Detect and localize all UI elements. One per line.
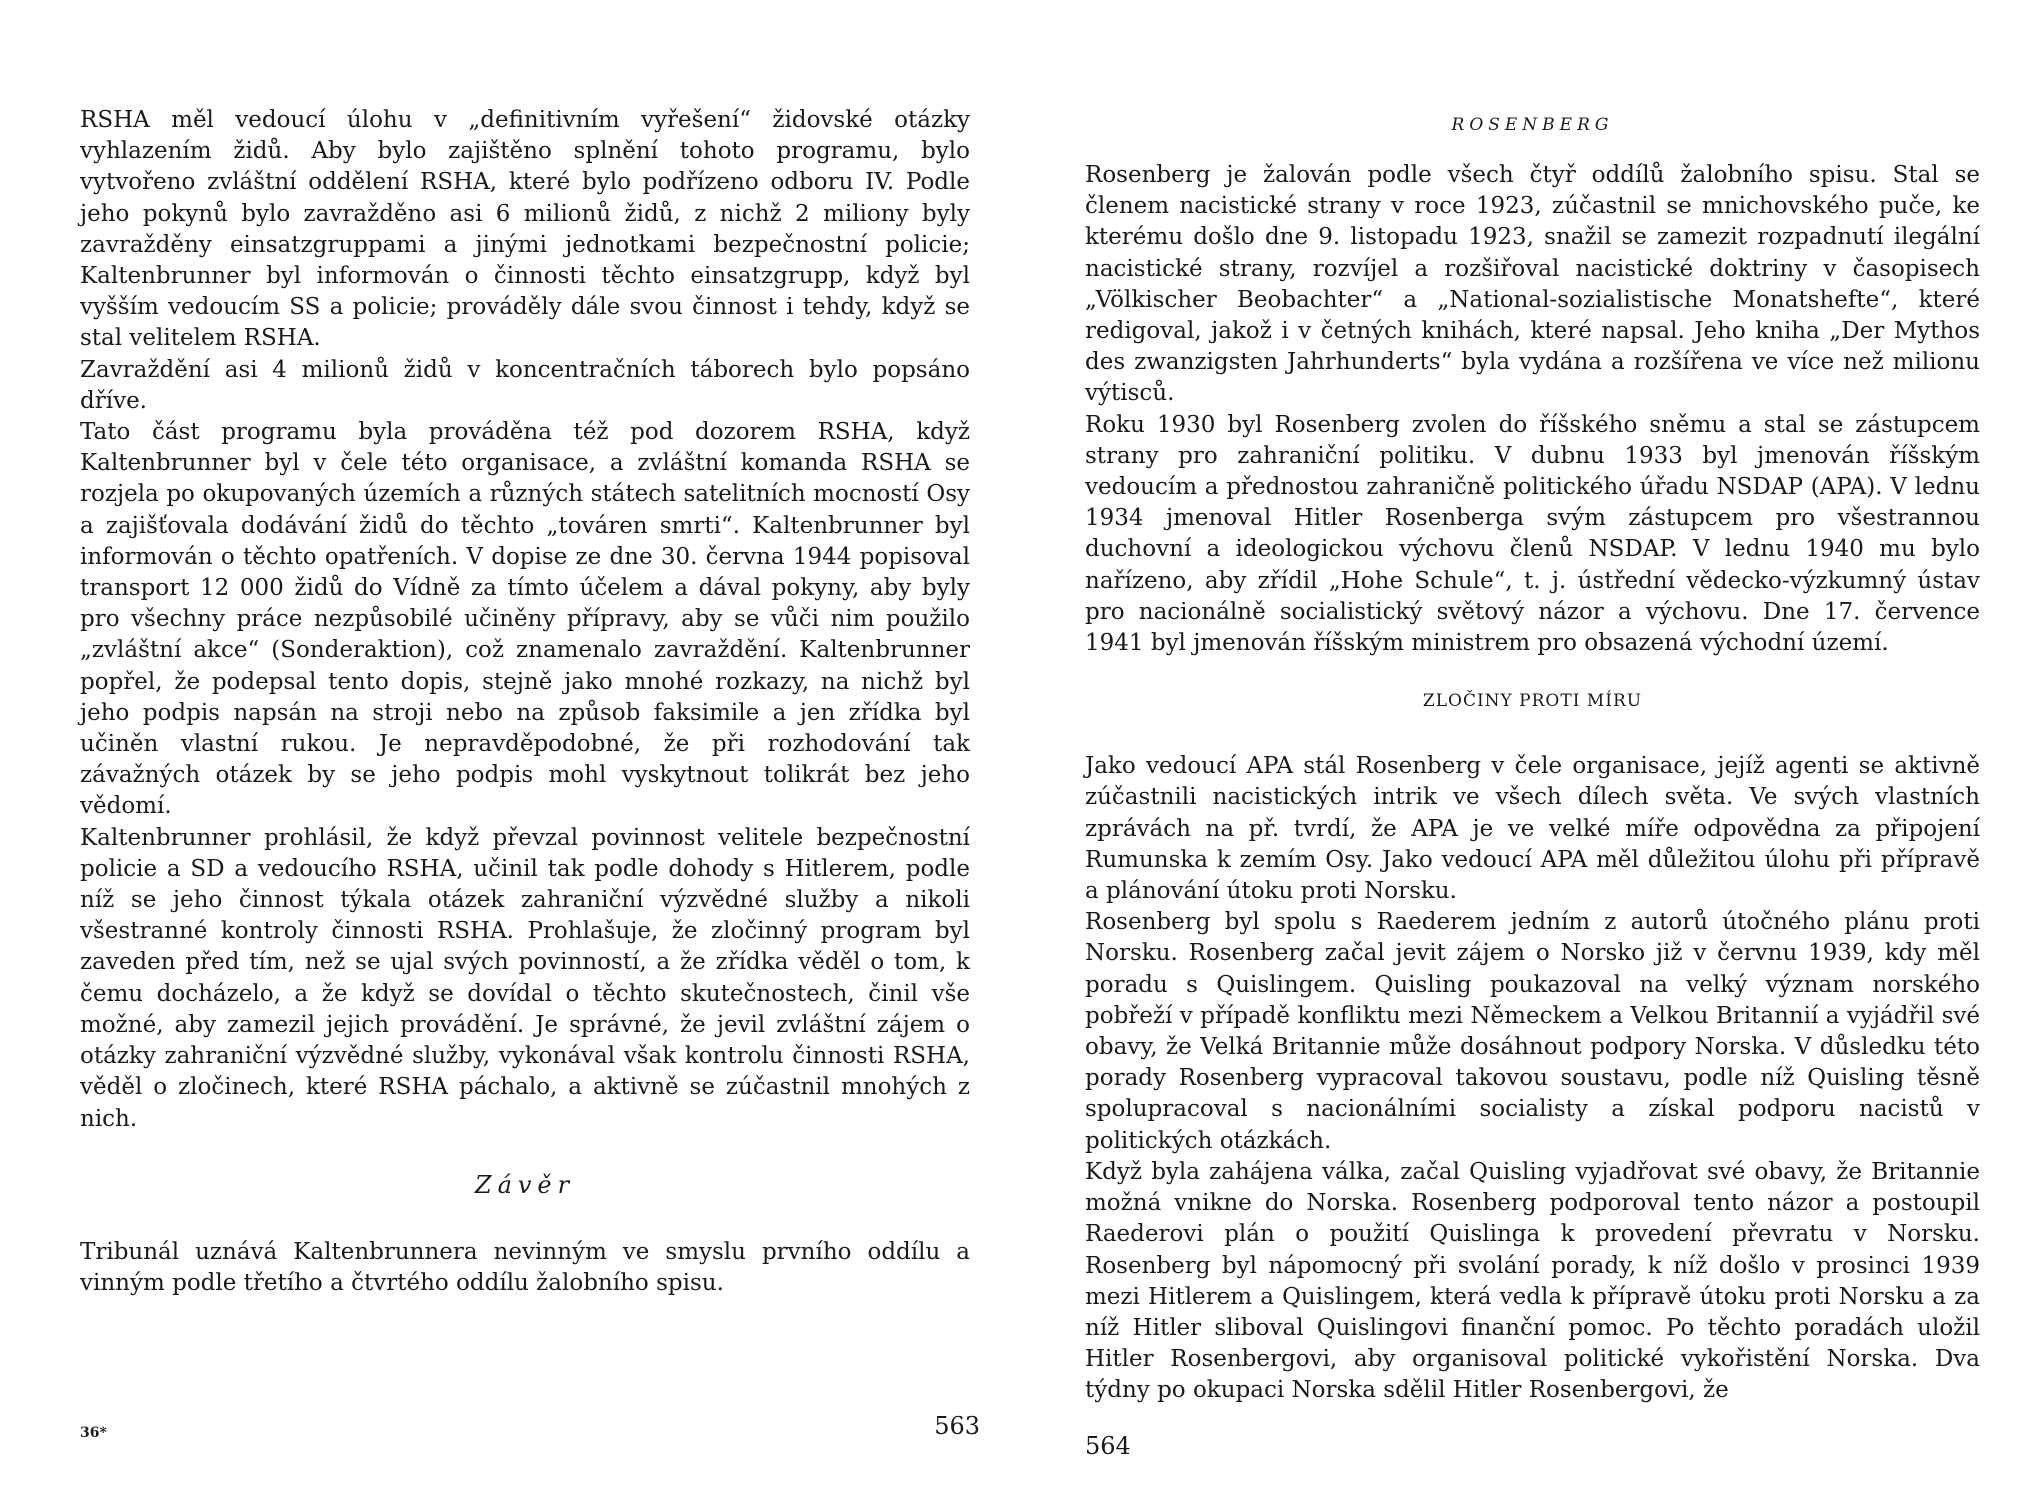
conclusion-paragraph: Tribunál uznává Kaltenbrunnera nevinným ve smyslu prvního oddílu a vinným podle třetího a čtvrtého oddílu žalobního spisu. — [80, 1238, 970, 1296]
paragraph: Tato část programu byla prováděna též pod dozorem RSHA, když Kaltenbrunner byl v čele této organisace, a zvláštní komanda RSHA se rozjela po okupovaných územích a různých státech satelitních mocností Osy a zajišťovala dodávání židů do těchto „továren smrti“. Kaltenbrunner byl informován o těchto opatřeních. V dopise ze dne 30. června 1944 popisoval transport 12 000 židů do Vídně za tímto účelem a dával pokyny, aby byly pro všechny práce nezpůsobilé učiněny přípravy, aby se vůči nim použilo „zvláštní akce“ (Sonderaktion), což znamenalo zavraždění. Kaltenbrunner popřel, že podepsal tento dopis, stejně jako mnohé rozkazy, na nichž byl jeho podpis napsán na stroji nebo na způsob faksimile a jen zřídka byl učiněn vlastní rukou. Je nepravděpodobné, že při rozhodování tak závažných otázek by se jeho podpis mohl vyskytnout tolikrát bez jeho vědomí. — [80, 419, 970, 820]
paragraph: Když byla zahájena válka, začal Quisling vyjadřovat své obavy, že Britannie možná vnikne do Norska. Rosenberg podporoval tento názor a postoupil Raederovi plán o použití Quislinga k provedení převratu v Norsku. Rosenberg byl nápomocný při svolání porady, k níž došlo v prosinci 1939 mezi Hitlerem a Quislingem, která vedla k přípravě útoku proti Norsku a za níž Hitler sliboval Quislingovi finanční pomoc. Po těchto poradách uložil Hitler Rosenbergovi, aby organisoval politické vykořistění Norska. Dva týdny po okupaci Norska sdělil Hitler Rosenbergovi, že — [1085, 1158, 1980, 1404]
right-page-text — [1085, 160, 1980, 1407]
page-number: 563 — [934, 1412, 980, 1440]
paragraph: Kaltenbrunner prohlásil, že když převzal povinnost velitele bezpečnostní policie a SD a vedoucího RSHA, učinil tak podle dohody s Hitlerem, podle níž se jeho činnost týkala otázek zahraniční výzvědné služby a nikoli všestranné kontroly činnosti RSHA. Prohlašuje, že zločinný program byl zaveden před tím, než se ujal svých povinností, a že zřídka věděl o tom, k čemu docházelo, a že když se dovídal o těchto skutečnostech, činil vše možné, aby zamezil jejich provádění. Je správné, že jevil zvláštní zájem o otázky zahraniční výzvědné služby, vykonával však kontrolu činnosti RSHA, věděl o zločinech, které RSHA páchalo, a aktivně se zúčastnil mnohých z nich. — [80, 824, 970, 1132]
section-heading: ZLOČINY PROTI MÍRU — [1422, 691, 1643, 712]
paragraph: Rosenberg byl spolu s Raederem jedním z autorů útočného plánu proti Norsku. Rosenberg začal jevit zájem o Norsko již v červnu 1939, kdy měl poradu s Quislingem. Quisling poukazoval na velký význam norského pobřeží v případě konfliktu mezi Německem a Velkou Britannií a vyjádřil své obavy, že Velká Britannie může dosáhnout podpory Norska. V důsledku této porady Rosenberg vypracoval takovou soustavu, podle níž Quisling těsně spolupracoval s nacionálními socialisty a získal podporu nacistů v politických otázkách. — [1085, 909, 1980, 1154]
page-number: 564 — [1085, 1432, 1131, 1460]
paragraph: Roku 1930 byl Rosenberg zvolen do říšského sněmu a stal se zástupcem strany pro zahraniční politiku. V dubnu 1933 byl jmenován říšským vedoucím a přednostou zahraničně politického úřadu NSDAP (APA). V lednu 1934 jmenoval Hitler Rosenberga svým zástupcem pro všestrannou duchovní a ideologickou výchovu členů NSDAP. V lednu 1940 mu bylo nařízeno, aby zřídil „Hohe Schule“, t. j. ústřední vědecko-výzkumný ústav pro nacionálně socialistický světový názor a výchovu. Dne 17. července 1941 byl jmenován říšským ministrem pro obsazená východní území. — [1085, 411, 1980, 657]
left-page — [80, 0, 980, 1500]
paragraph: Jako vedoucí APA stál Rosenberg v čele organisace, jejíž agenti se aktivně zúčastnili nacistických intrik ve všech dílech světa. Ve svých vlastních zprávách na př. tvrdí, že APA je ve velké míře odpovědna za připojení Rumunska k zemím Osy. Jako vedoucí APA měl důležitou úlohu při přípravě a plánování útoku proti Norsku. — [1085, 753, 1980, 905]
left-page-text — [80, 105, 970, 1299]
paragraph: Zavraždění asi 4 milionů židů v koncentračních táborech bylo popsáno dříve. — [80, 356, 970, 414]
paragraph: RSHA měl vedoucí úlohu v „definitivním vyřešení“ židovské otázky vyhlazením židů. Aby bylo zajištěno splnění tohoto programu, bylo vytvořeno zvláštní oddělení RSHA, které bylo podřízeno odboru IV. Podle jeho pokynů bylo zavražděno asi 6 milionů židů, z nichž 2 miliony byly zavražděny einsatzgruppami a jinými jednotkami bezpečnostní policie; Kaltenbrunner byl informován o činnosti těchto einsatzgrupp, když byl vyšším vedoucím SS a policie; prováděly dále svou činnost i tehdy, když se stal velitelem RSHA. — [80, 107, 970, 352]
section-subhead: Závěr — [474, 1170, 576, 1199]
paragraph: Rosenberg je žalován podle všech čtyř oddílů žalobního spisu. Stal se členem nacistické strany v roce 1923, zúčastnil se mnichovského puče, ke kterému došlo dne 9. listopadu 1923, snažil se zamezit rozpadnutí ilegální nacistické strany, rozvíjel a rozšiřoval nacistické doktriny v časopisech „Völkischer Beobachter“ a „National-sozialistische Monatshefte“, které redigoval, jakož i v četných knihách, které napsal. Jeho kniha „Der Mythos des zwanzigsten Jahrhunderts“ byla vydána a rozšířena ve více než milionu výtisců. — [1085, 162, 1980, 407]
running-head: ROSENBERG — [1451, 115, 1614, 135]
right-page — [1085, 0, 1980, 1500]
signature-mark: 36* — [80, 1425, 107, 1441]
